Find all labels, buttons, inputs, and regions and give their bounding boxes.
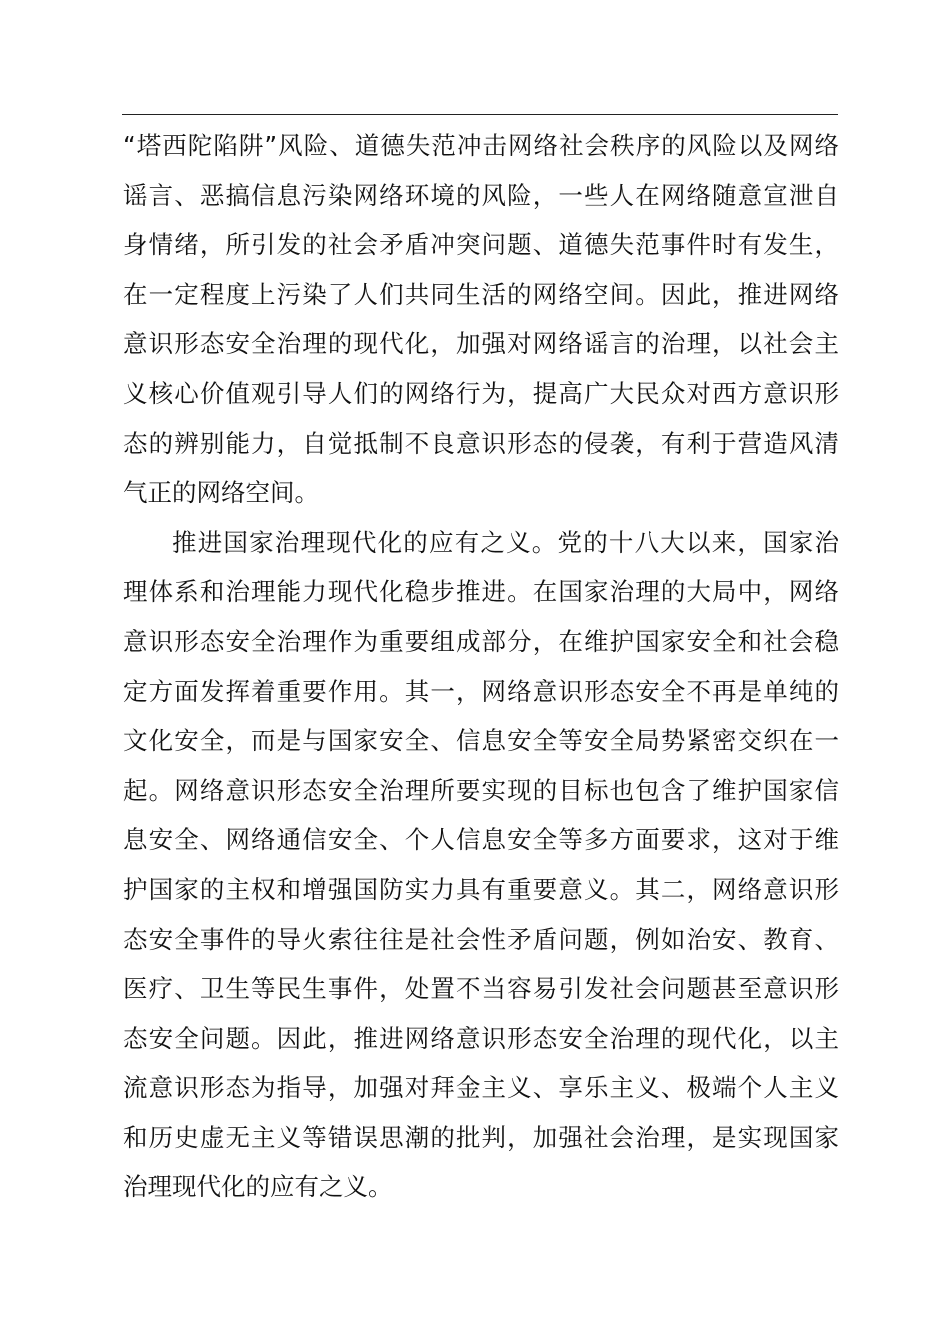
text-line: 义核心价值观引导人们的网络行为，提高广大民众对西方意识形	[123, 378, 839, 408]
text-line: 理体系和治理能力现代化稳步推进。在国家治理的大局中，网络	[123, 577, 839, 607]
paragraph-2	[123, 518, 839, 1212]
text-line: “塔西陀陷阱”风险、道德失范冲击网络社会秩序的风险以及网络	[123, 131, 839, 160]
text-line: 医疗、卫生等民生事件，处置不当容易引发社会问题甚至意识形	[123, 974, 839, 1004]
text-line: 态安全事件的导火索往往是社会性矛盾问题，例如治安、教育、	[123, 924, 839, 954]
text-line: 推进国家治理现代化的应有之义。党的十八大以来，国家治	[172, 527, 839, 557]
text-line: 身情绪，所引发的社会矛盾冲突问题、道德失范事件时有发生，	[123, 230, 839, 260]
text-line: 流意识形态为指导，加强对拜金主义、享乐主义、极端个人主义	[123, 1073, 839, 1103]
text-line: 起。网络意识形态安全治理所要实现的目标也包含了维护国家信	[123, 775, 839, 805]
text-line: 意识形态安全治理作为重要组成部分，在维护国家安全和社会稳	[123, 626, 839, 656]
text-line: 定方面发挥着重要作用。其一，网络意识形态安全不再是单纯的	[123, 676, 839, 706]
text-line: 态安全问题。因此，推进网络意识形态安全治理的现代化，以主	[123, 1023, 839, 1053]
header-rule	[122, 114, 838, 115]
text-line: 意识形态安全治理的现代化，加强对网络谣言的治理，以社会主	[123, 329, 839, 359]
text-line: 谣言、恶搞信息污染网络环境的风险，一些人在网络随意宣泄自	[123, 180, 839, 210]
text-line: 气正的网络空间。	[123, 478, 319, 508]
text-line: 息安全、网络通信安全、个人信息安全等多方面要求，这对于维	[123, 825, 839, 855]
text-line: 治理现代化的应有之义。	[123, 1172, 393, 1202]
text-line: 和历史虚无主义等错误思潮的批判，加强社会治理，是实现国家	[123, 1122, 839, 1152]
text-line: 态的辨别能力，自觉抵制不良意识形态的侵袭，有利于营造风清	[123, 428, 839, 458]
text-line: 护国家的主权和增强国防实力具有重要意义。其二，网络意识形	[123, 874, 839, 904]
text-line: 文化安全，而是与国家安全、信息安全等安全局势紧密交织在一	[123, 726, 839, 756]
body-text	[123, 121, 839, 1212]
text-line: 在一定程度上污染了人们共同生活的网络空间。因此，推进网络	[123, 279, 839, 309]
paragraph-1	[123, 121, 839, 518]
